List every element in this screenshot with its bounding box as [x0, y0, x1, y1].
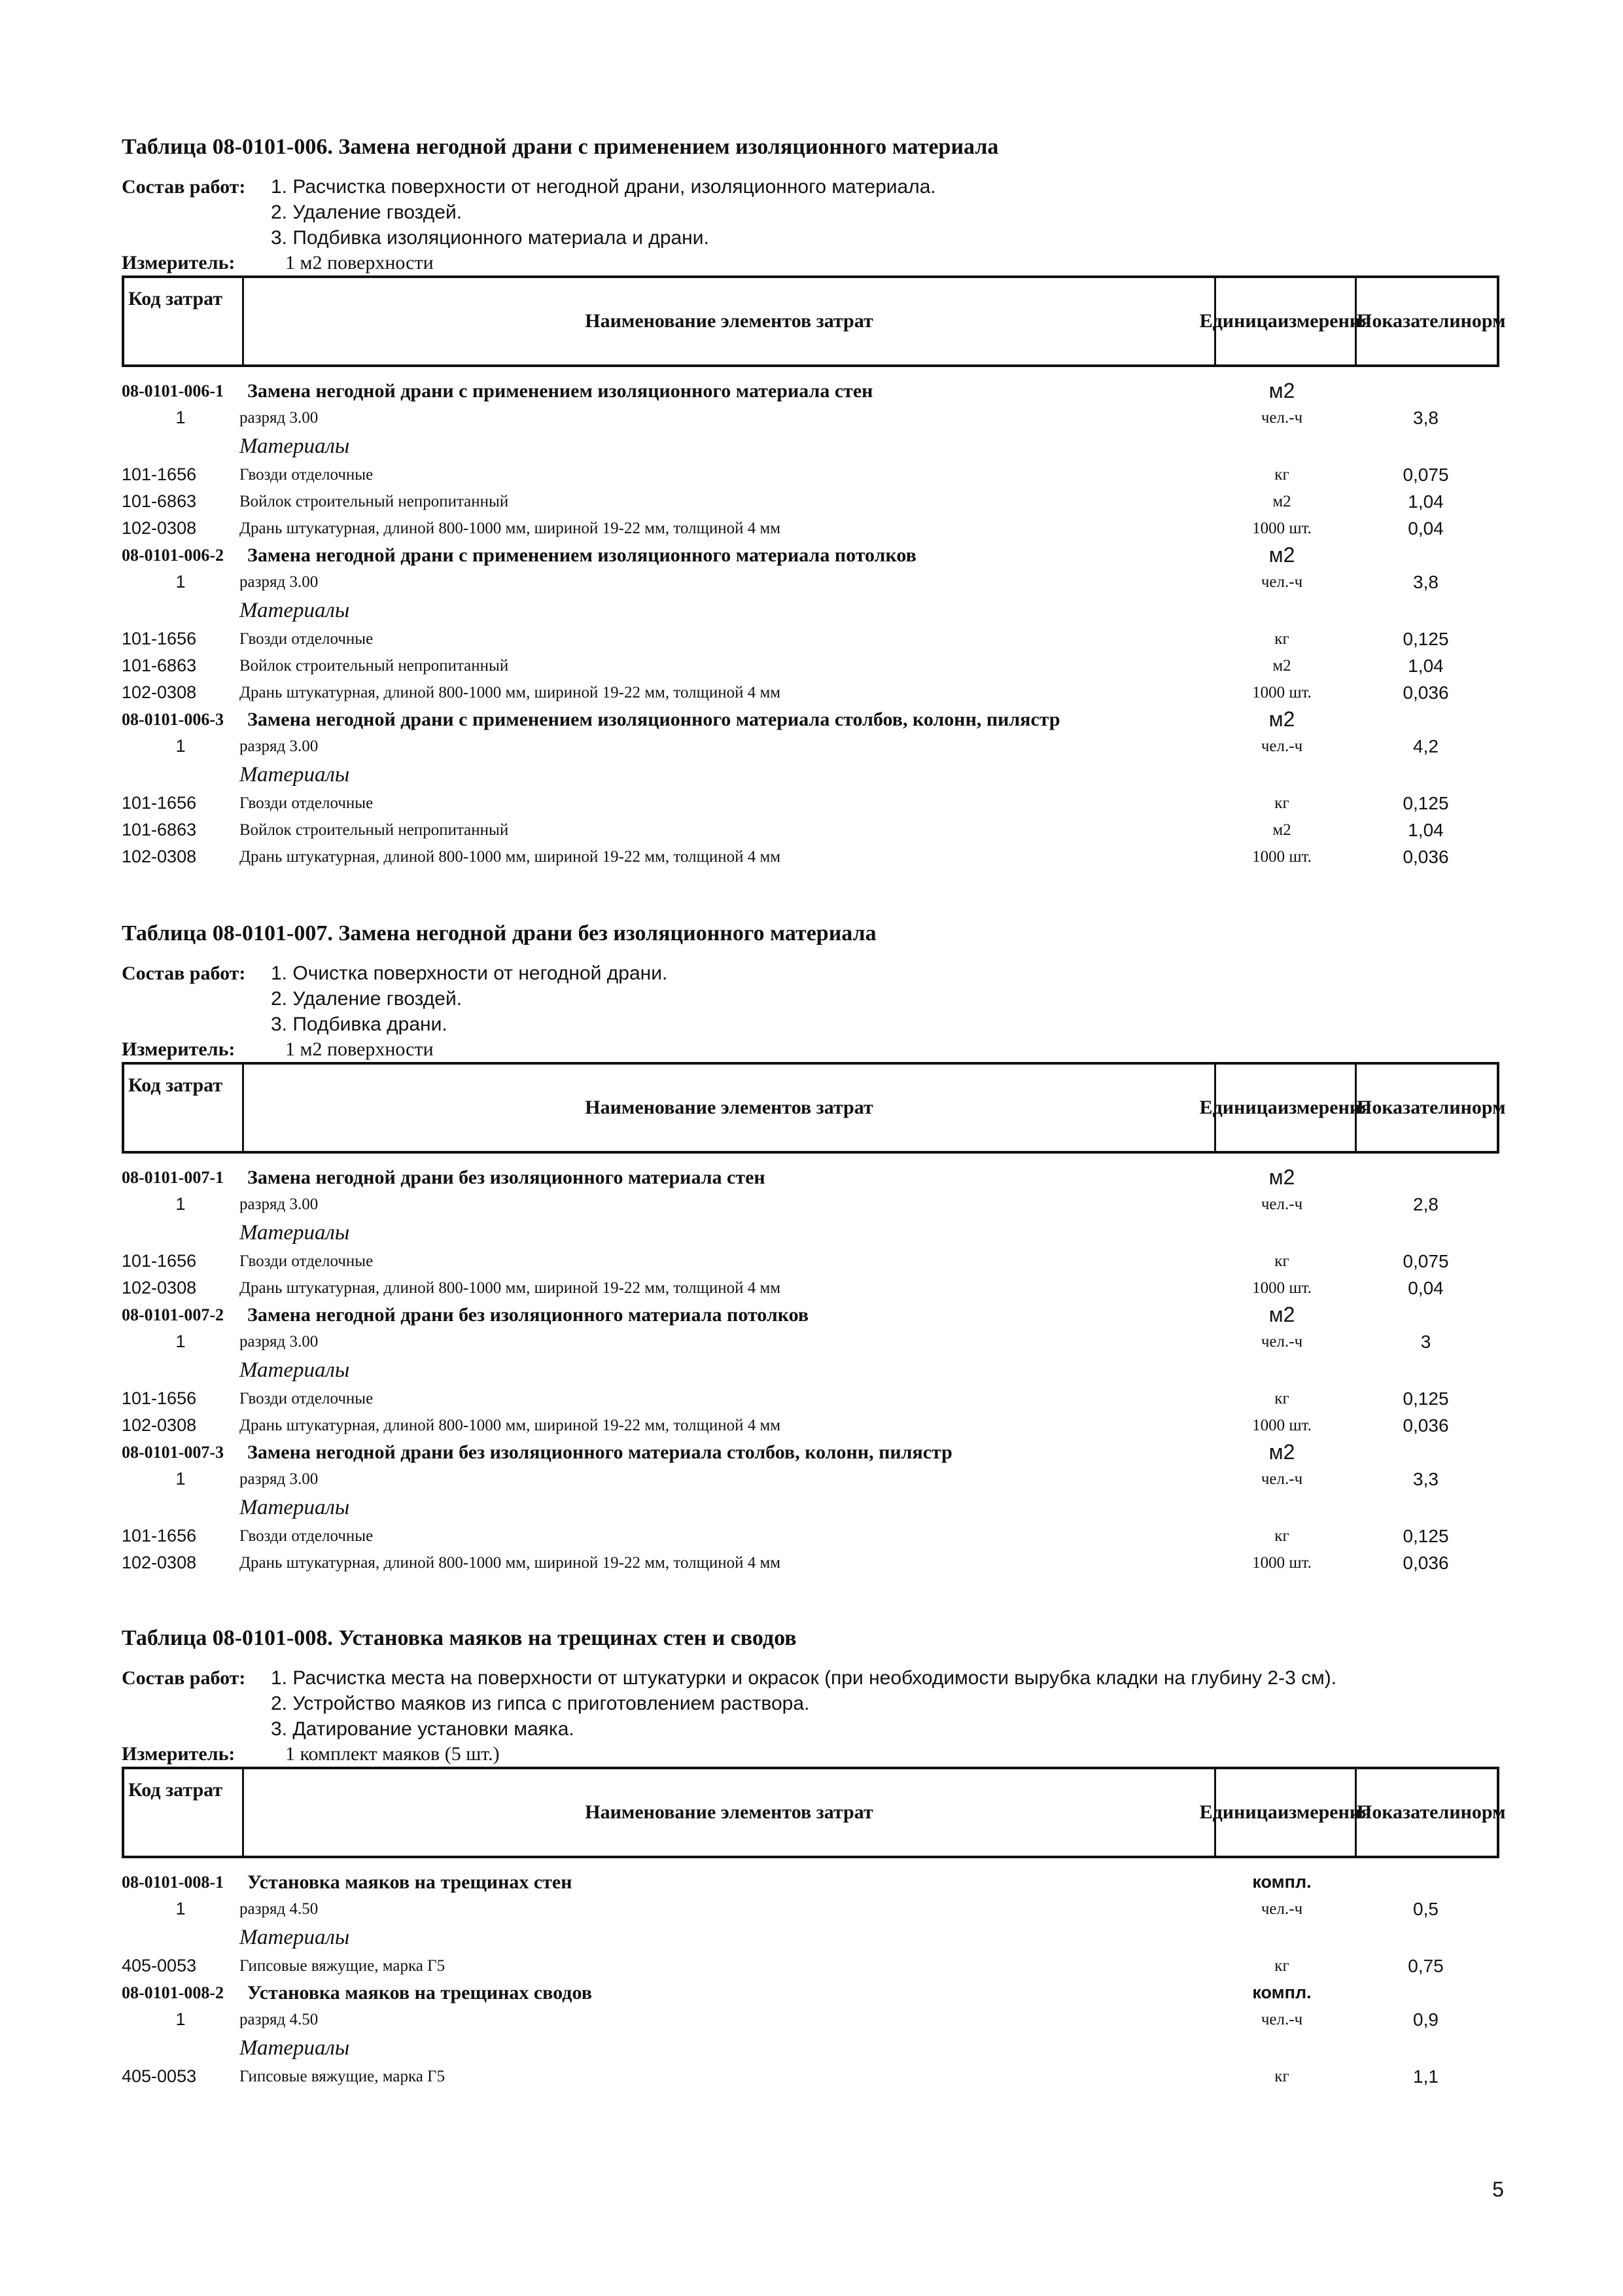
element-name: Дрань штукатурная, длиной 800-1000 мм, шириной 19-22 мм, толщиной 4 мм: [239, 683, 781, 701]
unit-of-measure: м2: [1268, 1165, 1295, 1189]
table-row: [122, 1523, 1499, 1549]
element-name: Войлок строительный непропитанный: [239, 492, 509, 510]
table-row: [122, 1164, 1499, 1191]
header-unit-line: Единица: [1199, 1801, 1278, 1823]
cost-code: 405-0053: [122, 2066, 197, 2086]
header-value: [1355, 1065, 1506, 1151]
element-name: Гипсовые вяжущие, марка Г5: [239, 1956, 445, 1975]
norm-value: 0,036: [1403, 846, 1449, 867]
table-title: Таблица 08-0101-006. Замена негодной драни с применением изоляционного материала: [122, 135, 999, 159]
element-name: Гвозди отделочные: [239, 1389, 374, 1407]
cost-code: 1: [175, 408, 186, 427]
element-name: Войлок строительный непропитанный: [239, 656, 509, 675]
table-row: [122, 1922, 1499, 1952]
element-name: разряд 3.00: [239, 1332, 319, 1351]
cost-code: 08-0101-007-2: [122, 1305, 224, 1324]
materials-heading: Материалы: [239, 2036, 350, 2060]
table-title: Таблица 08-0101-007. Замена негодной драни без изоляционного материала: [122, 921, 877, 945]
cost-code: 1: [175, 1469, 186, 1489]
element-name: Дрань штукатурная, длиной 800-1000 мм, шириной 19-22 мм, толщиной 4 мм: [239, 847, 781, 866]
table-row: [122, 431, 1499, 461]
norm-value: 0,036: [1403, 1415, 1449, 1436]
element-name: Замена негодной драни с применением изоляционного материала стен: [247, 380, 873, 402]
table-row: [122, 1355, 1499, 1385]
norm-value: 0,04: [1408, 518, 1444, 539]
work-composition: [122, 174, 1499, 251]
header-unit-line: Единица: [1199, 1097, 1278, 1118]
element-name: Дрань штукатурная, длиной 800-1000 мм, шириной 19-22 мм, толщиной 4 мм: [239, 1279, 781, 1297]
element-name: разряд 3.00: [239, 573, 319, 591]
header-unit: [1199, 278, 1372, 364]
unit-of-measure: 1000 шт.: [1252, 1553, 1312, 1572]
work-step: 2. Удаление гвоздей.: [271, 202, 462, 223]
norm-value: 0,125: [1403, 792, 1449, 813]
table-row: [122, 1385, 1499, 1412]
header-name: Наименование элементов затрат: [242, 278, 1214, 364]
cost-code: 101-6863: [122, 656, 197, 675]
cost-code: 08-0101-006-1: [122, 381, 224, 400]
element-name: Гвозди отделочные: [239, 794, 374, 812]
table-row: [122, 2006, 1499, 2033]
table-row: [122, 760, 1499, 790]
element-name: Установка маяков на трещинах стен: [247, 1871, 572, 1893]
unit-of-measure: кг: [1274, 629, 1289, 648]
cost-code: 1: [175, 736, 186, 756]
measurement-value: 1 м2 поверхности: [285, 1038, 434, 1060]
cost-code: 101-6863: [122, 820, 197, 839]
element-name: Гипсовые вяжущие, марка Г5: [239, 2067, 445, 2085]
element-name: Замена негодной драни без изоляционного материала столбов, колонн, пилястр: [247, 1441, 952, 1463]
header-value: [1355, 1769, 1506, 1856]
work-composition: [122, 1665, 1499, 1742]
unit-of-measure: 1000 шт.: [1252, 1279, 1312, 1297]
header-name: Наименование элементов затрат: [242, 1769, 1214, 1856]
table-row: [122, 404, 1499, 431]
table-row: [122, 488, 1499, 515]
table-row: [122, 1412, 1499, 1439]
unit-of-measure: м2: [1272, 821, 1291, 839]
table-row: [122, 569, 1499, 595]
table-row: [122, 733, 1499, 760]
norm-value: 0,036: [1403, 682, 1449, 703]
unit-of-measure: чел.-ч: [1261, 1899, 1303, 1918]
cost-code: 101-1656: [122, 1526, 197, 1545]
unit-of-measure: чел.-ч: [1261, 1470, 1303, 1488]
cost-code: 08-0101-008-2: [122, 1983, 224, 2002]
unit-of-measure: чел.-ч: [1261, 1195, 1303, 1213]
cost-code: 101-1656: [122, 1388, 197, 1408]
element-name: Замена негодной драни с применением изоляционного материала потолков: [247, 544, 916, 566]
materials-heading: Материалы: [239, 1358, 350, 1382]
work-step: 1. Расчистка места на поверхности от штукатурки и окрасок (при необходимости вырубка кладки на глубину 2-3 см).: [271, 1667, 1337, 1689]
norm-value: 0,036: [1403, 1552, 1449, 1573]
work-step: 3. Подбивка драни.: [271, 1014, 447, 1035]
unit-of-measure: м2: [1272, 656, 1291, 675]
header-value-line: Показатели: [1357, 310, 1461, 332]
element-name: Замена негодной драни без изоляционного материала потолков: [247, 1303, 809, 1326]
unit-of-measure: кг: [1274, 794, 1289, 812]
table-row: [122, 1492, 1499, 1523]
element-name: Замена негодной драни без изоляционного материала стен: [247, 1166, 765, 1188]
element-name: Гвозди отделочные: [239, 1252, 374, 1270]
work-composition-label: Состав работ:: [122, 963, 246, 984]
norm-value: 3: [1420, 1331, 1431, 1352]
header-value-line: норм: [1460, 1097, 1506, 1118]
cost-code: 1: [175, 572, 186, 592]
work-composition-list: [271, 961, 1499, 1037]
cost-code: 102-0308: [122, 1278, 197, 1298]
element-name: разряд 3.00: [239, 408, 319, 427]
unit-of-measure: 1000 шт.: [1252, 847, 1312, 866]
cost-code: 102-0308: [122, 847, 197, 866]
table-row: [122, 1869, 1499, 1896]
norm-value: 0,75: [1408, 1955, 1444, 1976]
cost-code: 1: [175, 2009, 186, 2029]
measurement-value: 1 м2 поверхности: [285, 252, 434, 274]
unit-of-measure: м2: [1268, 707, 1295, 731]
norm-value: 3,8: [1413, 407, 1439, 428]
cost-code: 102-0308: [122, 518, 197, 538]
table-body: [122, 1164, 1499, 1576]
table-row: [122, 378, 1499, 404]
work-composition: [122, 961, 1499, 1037]
header-name: Наименование элементов затрат: [242, 1065, 1214, 1151]
table-row: [122, 1979, 1499, 2006]
work-step: 2. Удаление гвоздей.: [271, 988, 462, 1010]
unit-of-measure: компл.: [1252, 1983, 1312, 2002]
materials-heading: Материалы: [239, 434, 350, 458]
table-row: [122, 1328, 1499, 1355]
unit-of-measure: м2: [1268, 1303, 1295, 1326]
unit-of-measure: 1000 шт.: [1252, 1416, 1312, 1434]
table-row: [122, 1952, 1499, 1979]
element-name: Гвозди отделочные: [239, 1527, 374, 1545]
cost-code: 101-1656: [122, 793, 197, 813]
norm-value: 1,04: [1408, 491, 1444, 512]
unit-of-measure: м2: [1268, 543, 1295, 567]
measurement-unit: [122, 1037, 1499, 1062]
header-code: Код затрат: [128, 1779, 223, 1801]
measurement-unit: [122, 251, 1499, 275]
table-row: [122, 1896, 1499, 1922]
unit-of-measure: чел.-ч: [1261, 1332, 1303, 1351]
table-body: [122, 1869, 1499, 2090]
table-row: [122, 1218, 1499, 1248]
table-row: [122, 679, 1499, 706]
cost-code: 1: [175, 1194, 186, 1214]
unit-of-measure: 1000 шт.: [1252, 683, 1312, 701]
norm-value: 1,04: [1408, 819, 1444, 840]
header-unit-line: Единица: [1199, 310, 1278, 332]
header-code: Код затрат: [128, 288, 223, 309]
header-code: Код затрат: [128, 1074, 223, 1096]
work-step: 1. Очистка поверхности от негодной драни.: [271, 963, 668, 984]
header-unit-line: измерения: [1277, 310, 1372, 332]
element-name: разряд 4.50: [239, 2010, 319, 2028]
table-header: [122, 1062, 1506, 1154]
header-value-line: Показатели: [1357, 1097, 1461, 1118]
element-name: разряд 3.00: [239, 1195, 319, 1213]
unit-of-measure: кг: [1274, 1389, 1289, 1407]
measurement-unit: [122, 1742, 1499, 1767]
unit-of-measure: кг: [1274, 2067, 1289, 2085]
table-row: [122, 461, 1499, 488]
work-step: 3. Подбивка изоляционного материала и драни.: [271, 227, 709, 249]
norm-value: 4,2: [1413, 735, 1439, 756]
measurement-label: Измеритель:: [122, 1038, 236, 1060]
element-name: Дрань штукатурная, длиной 800-1000 мм, шириной 19-22 мм, толщиной 4 мм: [239, 1416, 781, 1434]
unit-of-measure: кг: [1274, 1956, 1289, 1975]
table-row: [122, 515, 1499, 542]
cost-code: 1: [175, 1332, 186, 1351]
table-row: [122, 1439, 1499, 1466]
table-row: [122, 1248, 1499, 1275]
norm-value: 0,5: [1413, 1898, 1439, 1919]
element-name: Гвозди отделочные: [239, 629, 374, 648]
cost-code: 101-1656: [122, 465, 197, 484]
table-row: [122, 1275, 1499, 1301]
element-name: Дрань штукатурная, длиной 800-1000 мм, шириной 19-22 мм, толщиной 4 мм: [239, 1553, 781, 1572]
unit-of-measure: 1000 шт.: [1252, 519, 1312, 537]
norm-value: 3,3: [1413, 1468, 1439, 1489]
table-row: [122, 817, 1499, 843]
table-body: [122, 378, 1499, 870]
cost-code: 101-1656: [122, 629, 197, 648]
header-unit-line: измерения: [1277, 1801, 1372, 1823]
header-unit-line: измерения: [1277, 1097, 1372, 1118]
work-step: 1. Расчистка поверхности от негодной драни, изоляционного материала.: [271, 176, 936, 198]
unit-of-measure: кг: [1274, 1527, 1289, 1545]
materials-heading: Материалы: [239, 598, 350, 622]
materials-heading: Материалы: [239, 1220, 350, 1245]
element-name: Гвозди отделочные: [239, 465, 374, 484]
norm-value: 0,075: [1403, 464, 1449, 485]
unit-of-measure: чел.-ч: [1261, 408, 1303, 427]
table-row: [122, 595, 1499, 626]
work-composition-label: Состав работ:: [122, 176, 246, 198]
unit-of-measure: м2: [1268, 1440, 1295, 1464]
cost-code: 08-0101-007-1: [122, 1167, 224, 1187]
table-section: [122, 1622, 1506, 2090]
cost-code: 102-0308: [122, 1415, 197, 1435]
cost-code: 102-0308: [122, 1553, 197, 1572]
cost-code: 1: [175, 1899, 186, 1918]
unit-of-measure: м2: [1268, 379, 1295, 402]
table-row: [122, 1191, 1499, 1218]
table-row: [122, 542, 1499, 569]
table-row: [122, 626, 1499, 652]
measurement-label: Измеритель:: [122, 252, 236, 274]
cost-code: 101-1656: [122, 1251, 197, 1271]
unit-of-measure: кг: [1274, 465, 1289, 484]
table-row: [122, 2063, 1499, 2090]
materials-heading: Материалы: [239, 1925, 350, 1949]
header-unit: [1199, 1769, 1372, 1856]
table-section: [122, 917, 1506, 1576]
table-title: Таблица 08-0101-008. Установка маяков на трещинах стен и сводов: [122, 1626, 797, 1650]
cost-code: 101-6863: [122, 491, 197, 511]
table-row: [122, 790, 1499, 817]
materials-heading: Материалы: [239, 762, 350, 786]
header-value-line: норм: [1460, 1801, 1506, 1823]
table-header: [122, 1767, 1506, 1858]
unit-of-measure: кг: [1274, 1252, 1289, 1270]
header-value-line: норм: [1460, 310, 1506, 332]
norm-value: 1,04: [1408, 655, 1444, 676]
table-row: [122, 1549, 1499, 1576]
cost-code: 08-0101-008-1: [122, 1872, 224, 1892]
cost-code: 405-0053: [122, 1956, 197, 1975]
element-name: разряд 3.00: [239, 737, 319, 755]
table-row: [122, 706, 1499, 733]
cost-code: 08-0101-007-3: [122, 1442, 224, 1462]
header-value: [1355, 278, 1506, 364]
unit-of-measure: компл.: [1252, 1872, 1312, 1892]
work-composition-label: Состав работ:: [122, 1667, 246, 1689]
table-header: [122, 275, 1506, 367]
work-step: 3. Датирование установки маяка.: [271, 1718, 574, 1740]
norm-value: 0,075: [1403, 1250, 1449, 1271]
unit-of-measure: чел.-ч: [1261, 573, 1303, 591]
table-row: [122, 843, 1499, 870]
element-name: разряд 4.50: [239, 1899, 319, 1918]
element-name: Войлок строительный непропитанный: [239, 821, 509, 839]
cost-code: 08-0101-006-2: [122, 545, 224, 565]
unit-of-measure: чел.-ч: [1261, 737, 1303, 755]
page-number: 5: [1492, 2178, 1504, 2201]
header-unit: [1199, 1065, 1372, 1151]
work-composition-list: [271, 174, 1499, 251]
cost-code: 102-0308: [122, 682, 197, 702]
table-row: [122, 1466, 1499, 1492]
norm-value: 0,04: [1408, 1277, 1444, 1298]
norm-value: 0,125: [1403, 628, 1449, 649]
table-section: [122, 131, 1506, 870]
table-row: [122, 652, 1499, 679]
norm-value: 0,125: [1403, 1388, 1449, 1409]
measurement-value: 1 комплект маяков (5 шт.): [285, 1743, 500, 1765]
norm-value: 1,1: [1413, 2066, 1439, 2087]
norm-value: 2,8: [1413, 1193, 1439, 1214]
materials-heading: Материалы: [239, 1495, 350, 1519]
element-name: Установка маяков на трещинах сводов: [247, 1981, 592, 2004]
unit-of-measure: м2: [1272, 492, 1291, 510]
norm-value: 0,125: [1403, 1525, 1449, 1546]
element-name: разряд 3.00: [239, 1470, 319, 1488]
norm-value: 3,8: [1413, 571, 1439, 592]
header-value-line: Показатели: [1357, 1801, 1461, 1823]
work-step: 2. Устройство маяков из гипса с приготовлением раствора.: [271, 1693, 810, 1714]
element-name: Дрань штукатурная, длиной 800-1000 мм, шириной 19-22 мм, толщиной 4 мм: [239, 519, 781, 537]
work-composition-list: [271, 1665, 1499, 1742]
element-name: Замена негодной драни с применением изоляционного материала столбов, колонн, пилястр: [247, 708, 1060, 730]
norm-value: 0,9: [1413, 2009, 1439, 2030]
table-row: [122, 2033, 1499, 2063]
measurement-label: Измеритель:: [122, 1743, 236, 1765]
cost-code: 08-0101-006-3: [122, 709, 224, 729]
table-row: [122, 1301, 1499, 1328]
unit-of-measure: чел.-ч: [1261, 2010, 1303, 2028]
